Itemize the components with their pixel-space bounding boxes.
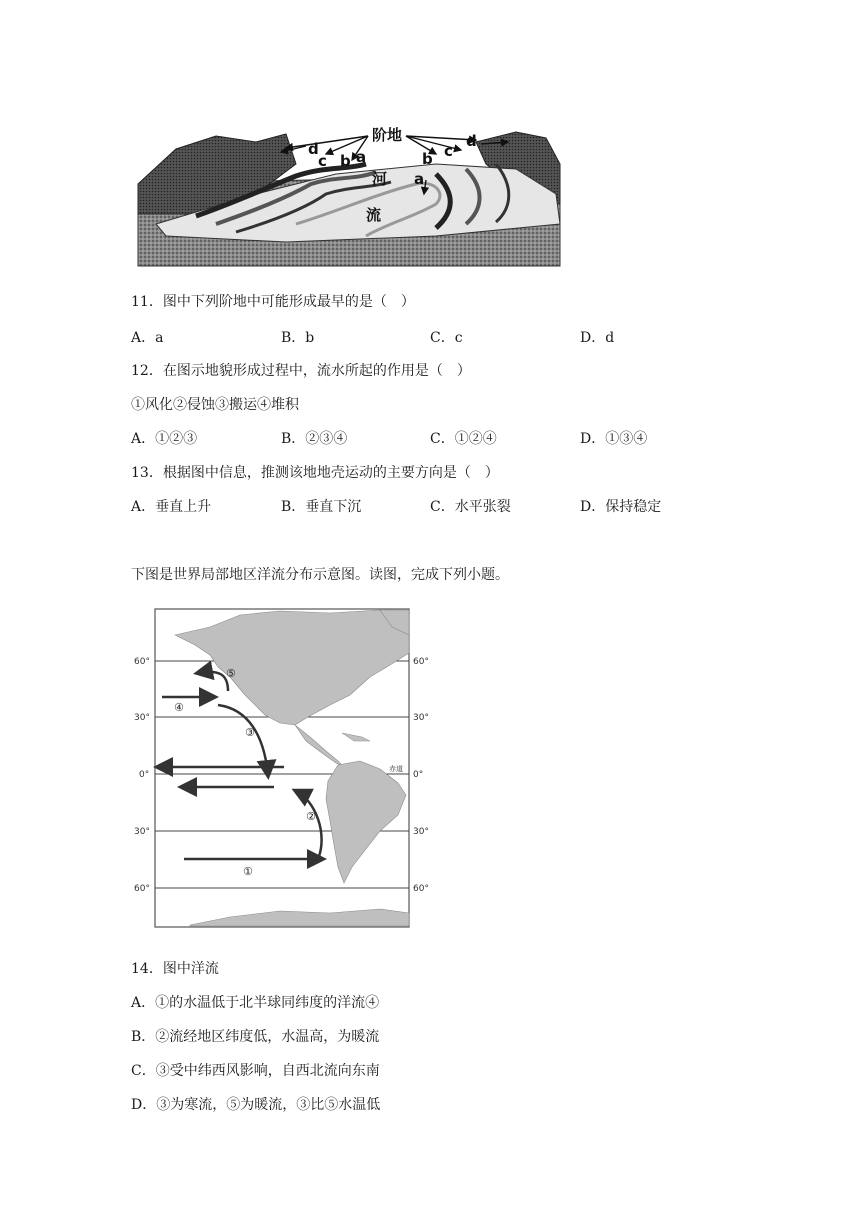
- equator-label: 赤道: [389, 765, 403, 773]
- q14-option-a[interactable]: A．①的水温低于北半球同纬度的洋流④: [131, 995, 380, 1011]
- q12-stem: 12．在图示地貌形成过程中，流水所起的作用是（ ）: [131, 363, 471, 379]
- lat-right-0: 0°: [413, 770, 424, 780]
- q12-list: ①风化②侵蚀③搬运④堆积: [131, 397, 299, 413]
- q13-option-d[interactable]: D．保持稳定: [580, 499, 662, 515]
- q14-option-b[interactable]: B．②流经地区纬度低，水温高，为暖流: [131, 1029, 380, 1045]
- lat-left-60n: 60°: [134, 657, 150, 667]
- lat-left-60s: 60°: [134, 884, 150, 894]
- q12-option-a[interactable]: A．①②③: [131, 431, 198, 447]
- terrace-c-right: c: [444, 142, 453, 160]
- terrace-d-right: d: [466, 132, 477, 150]
- current-2-label: ②: [306, 810, 316, 823]
- terrace-d-left: d: [308, 140, 319, 158]
- q12-option-d[interactable]: D．①③④: [580, 431, 648, 447]
- lat-right-60s: 60°: [413, 884, 429, 894]
- lat-left-30s: 30°: [134, 827, 150, 837]
- section-intro: 下图是世界局部地区洋流分布示意图。读图，完成下列小题。: [131, 567, 509, 583]
- current-4-label: ④: [174, 701, 184, 714]
- q14-stem: 14．图中洋流: [131, 961, 219, 977]
- current-1-label: ①: [243, 865, 253, 878]
- lat-right-30s: 30°: [413, 827, 429, 837]
- q12-option-b[interactable]: B．②③④: [281, 431, 348, 447]
- q12-option-c[interactable]: C．①②④: [430, 431, 497, 447]
- river-label-2: 流: [366, 206, 382, 224]
- q11-option-d[interactable]: D．d: [580, 330, 615, 346]
- q13-option-a[interactable]: A．垂直上升: [131, 499, 212, 515]
- terrace-a-left: a: [356, 148, 367, 166]
- terrace-b-right: b: [422, 150, 433, 168]
- lat-left-30n: 30°: [134, 713, 150, 723]
- q11-option-c[interactable]: C．c: [430, 330, 463, 346]
- q14-option-d[interactable]: D．③为寒流，⑤为暖流，③比⑤水温低: [131, 1097, 381, 1113]
- lat-right-60n: 60°: [413, 657, 429, 667]
- terrace-label: 阶地: [372, 126, 403, 144]
- q14-option-c[interactable]: C．③受中纬西风影响，自西北流向东南: [131, 1063, 380, 1079]
- terrace-a-right: a: [414, 170, 425, 188]
- current-3-label: ③: [245, 726, 255, 739]
- terrace-b-left: b: [340, 152, 351, 170]
- river-label-1: 河: [372, 170, 388, 188]
- terrace-c-left: c: [318, 152, 327, 170]
- lat-left-0: 0°: [139, 770, 150, 780]
- current-5-label: ⑤: [226, 667, 236, 680]
- q11-option-a[interactable]: A．a: [131, 330, 164, 346]
- q11-option-b[interactable]: B．b: [281, 330, 315, 346]
- ocean-current-map: [130, 605, 440, 930]
- q11-stem: 11．图中下列阶地中可能形成最早的是（ ）: [131, 294, 415, 310]
- q13-option-c[interactable]: C．水平张裂: [430, 499, 511, 515]
- q13-option-b[interactable]: B．垂直下沉: [281, 499, 362, 515]
- q13-stem: 13．根据图中信息，推测该地地壳运动的主要方向是（ ）: [131, 465, 499, 481]
- lat-right-30n: 30°: [413, 713, 429, 723]
- river-terrace-diagram: [136, 124, 562, 268]
